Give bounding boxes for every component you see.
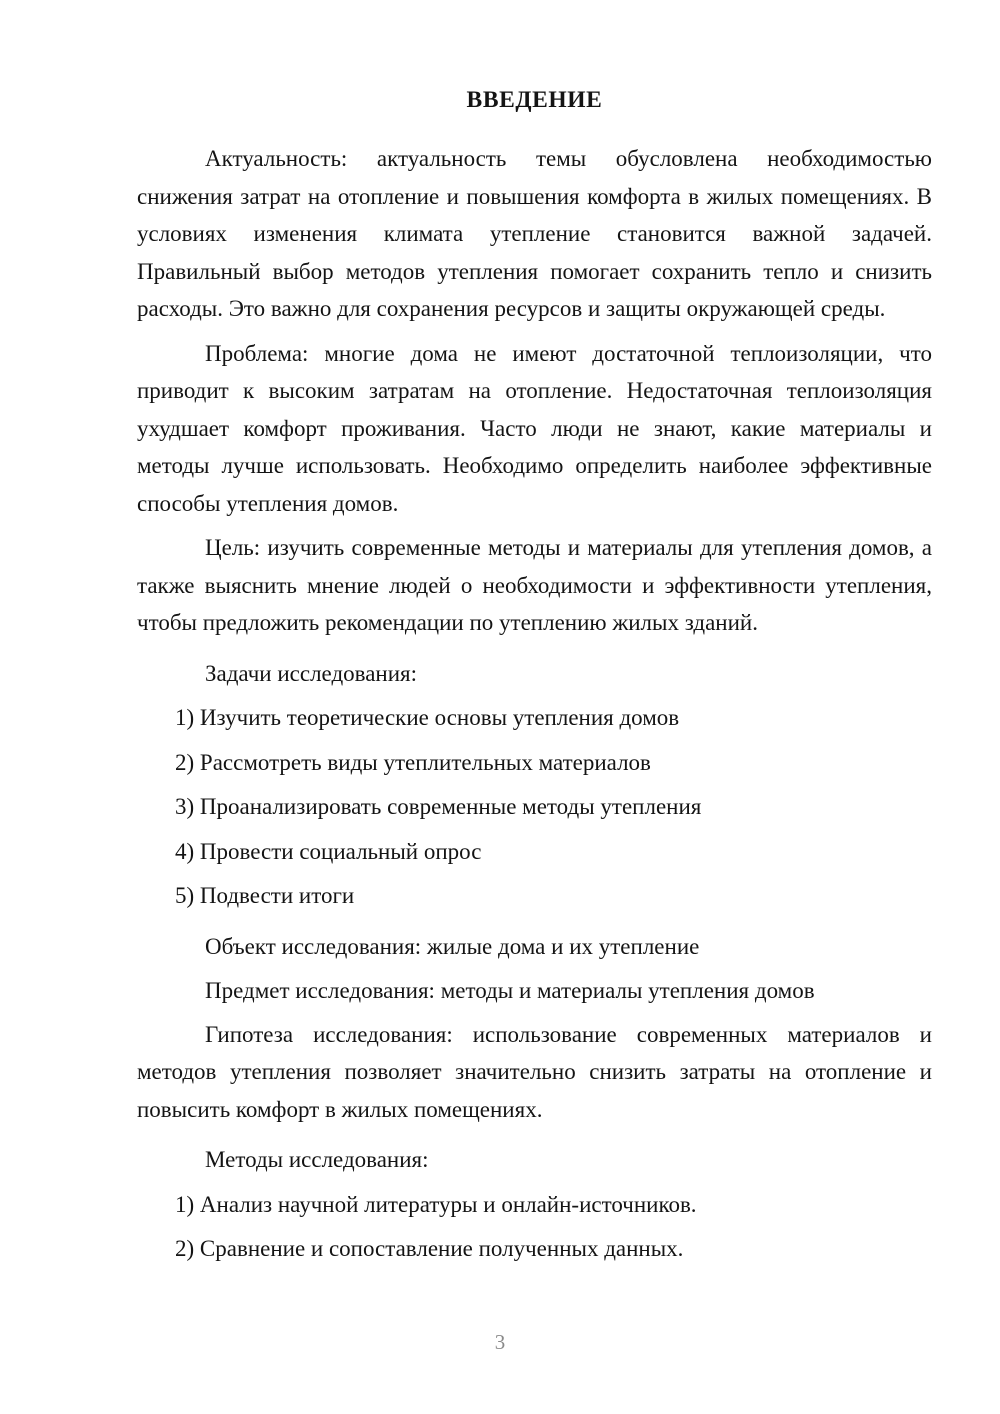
list-item: 1) Изучить теоретические основы утепления домов <box>175 705 680 731</box>
subject-of-research-line: Предмет исследования: методы и материалы утепления домов <box>205 978 815 1004</box>
list-item: 2) Сравнение и сопоставление полученных данных. <box>175 1236 684 1262</box>
list-item: 1) Анализ научной литературы и онлайн-источников. <box>175 1191 697 1217</box>
methods-label: Методы исследования: <box>205 1147 429 1173</box>
list-item: 4) Провести социальный опрос <box>175 838 482 864</box>
tasks-label: Задачи исследования: <box>205 660 418 686</box>
list-item: 3) Проанализировать современные методы утепления <box>175 794 702 820</box>
list-item: 5) Подвести итоги <box>175 883 355 909</box>
object-of-research-line: Объект исследования: жилые дома и их утепление <box>205 933 700 959</box>
list-item: 2) Рассмотреть виды утеплительных материалов <box>175 749 651 775</box>
tasks-list <box>137 692 932 915</box>
document-body <box>137 86 932 1268</box>
methods-list <box>137 1179 932 1268</box>
page-number: 3 <box>494 1330 506 1354</box>
paragraph-problem: Проблема: многие дома не имеют достаточной теплоизоляции, что приводит к высоким затратам на отопление. Недостаточная теплоизоляция ухудшает комфорт проживания. Часто люди не знают, какие материалы и методы лучше использовать. Необходимо определить наиболее эффективные способы утепления домов. <box>137 340 932 516</box>
page-title: ВВЕДЕНИЕ <box>466 87 603 113</box>
paragraph-relevance: Актуальность: актуальность темы обусловлена необходимостью снижения затрат на отопление и повышения комфорта в жилых помещениях. В условиях изменения климата утепление становится важной задачей. Правильный выбор методов утепления помогает сохранить тепло и снизить расходы. Это важно для сохранения ресурсов и защиты окружающей среды. <box>137 146 932 322</box>
paragraph-goal: Цель: изучить современные методы и материалы для утепления домов, а также выяснить мнение людей о необходимости и эффективности утепления, чтобы предложить рекомендации по утеплению жилых зданий. <box>137 535 932 636</box>
paragraph-hypothesis: Гипотеза исследования: использование современных материалов и методов утепления позволяет значительно снизить затраты на отопление и повысить комфорт в жилых помещениях. <box>137 1021 932 1122</box>
